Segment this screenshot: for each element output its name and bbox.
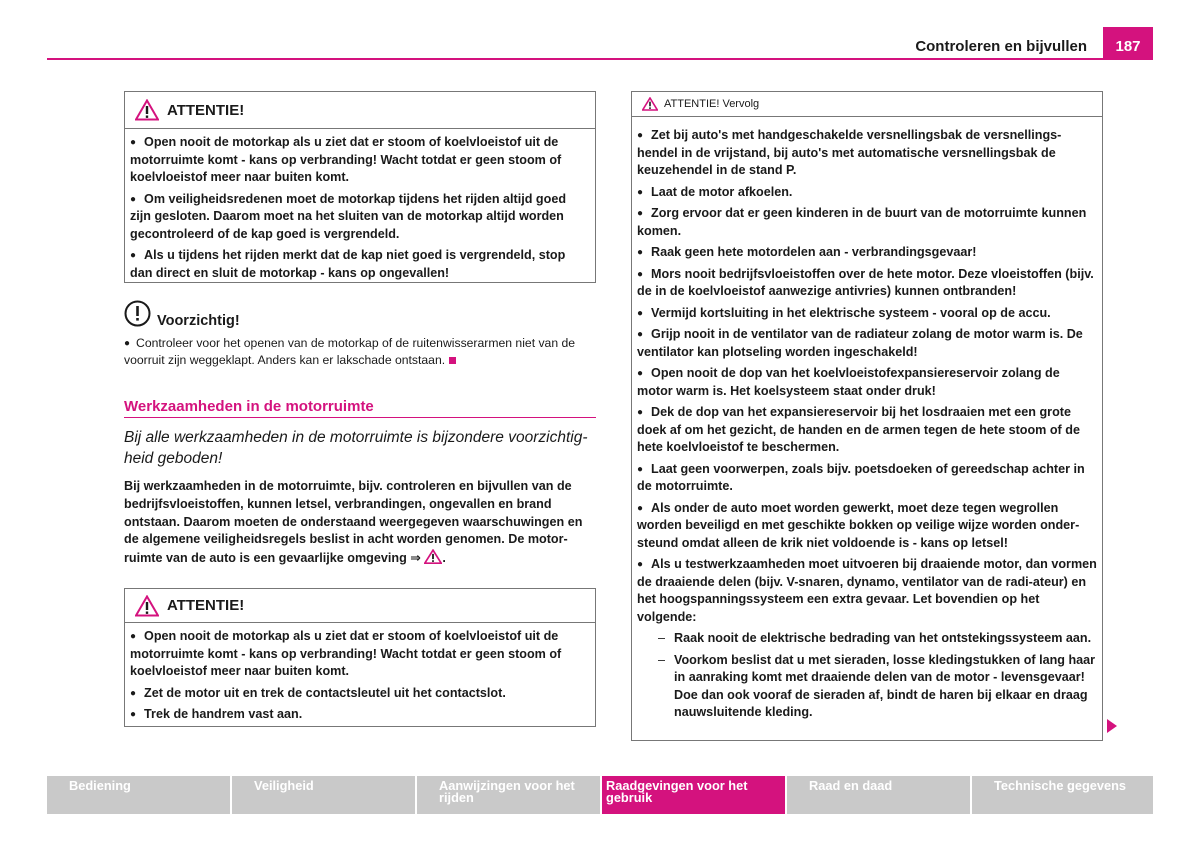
caution-note [124,300,596,369]
section-title: Werkzaamheden in de motorruimte [124,398,596,418]
attention-box-2-header [125,589,595,623]
bullet-item: ● Als u testwerkzaamheden moet uitvoeren bij draaiende motor, dan vormen de draaiende delen (bijv. V-snaren, dynamo, ventilator van de radi-ateur) en het hoogspanningssysteem een extra gevaar. Let bovendien op het volgende: [637,557,1097,624]
attention-box-continued [631,91,1103,741]
bullet-item: ● Open nooit de motorkap als u ziet dat er stoom of koelvloeistof uit de motorruimte komt - kans op verbranding! Wacht totdat er geen stoom of koelvloeistof meer naar buiten komt. [130,629,562,678]
section-intro: Bij alle werkzaamheden in de motorruimte is bijzondere voorzichtig-heid geboden! [124,429,588,467]
chapter-navigation [47,776,1153,814]
page-header-title: Controleren en bijvullen [915,38,1087,55]
bullet-item: ● Dek de dop van het expansiereservoir bij het losdraaien met een grote doek af om het gezicht, de handen en de armen tegen de hete stoom of de hete koelvloeistof te beschermen. [637,405,1080,454]
bullet-item: ● Zorg ervoor dat er geen kinderen in de buurt van de motorruimte kunnen komen. [637,206,1087,238]
bullet-item: ● Vermijd kortsluiting in het elektrische systeem - vooral op de accu. [637,305,1051,320]
warning-triangle-icon [424,549,442,564]
attention-label: ATTENTIE! [167,597,245,614]
nav-tab-veiligheid[interactable]: Veiligheid [232,776,415,814]
bullet-item: ● Als onder de auto moet worden gewerkt, moet deze tegen wegrollen worden beveiligd en met geschikte bokken op veilige wijze worden onder-steund omdat alleen de krik niet voldoende is - kans op letsel! [637,500,1080,550]
page-number: 187 [1103,27,1153,60]
bullet-item: ● Laat geen voorwerpen, zoals bijv. poetsdoeken of gereedschap achter in de motorruimte. [637,461,1085,493]
bullet-item: ● Raak geen hete motordelen aan - verbrandingsgevaar! [637,245,977,259]
attention-box-1 [124,91,596,283]
attention-box-1-header [125,92,595,129]
continue-arrow-icon [1107,719,1117,733]
bullet-item: ● Open nooit de motorkap als u ziet dat er stoom of koelvloeistof uit de motorruimte komt - kans op verbranding! Wacht totdat er geen stoom of koelvloeistof meer naar buiten komt. [130,135,562,184]
caution-label: Voorzichtig! [157,313,240,329]
warning-triangle-icon [135,99,159,121]
dash-item: – Voorkom beslist dat u met sieraden, losse kledingstukken of lang haar in aanraking komt met draaiende delen van de motor - levensgevaar! Doe dan ook vooraf de sieraden af, bindt de haren bij elkaar en draag nauwsluitende kleding. [658,652,1096,719]
attention-continued-label: ATTENTIE! Vervolg [664,98,760,110]
bullet-item: ● Trek de handrem vast aan. [130,707,303,721]
bullet-item: ● Zet de motor uit en trek de contactsleutel uit het contactslot. [130,685,506,700]
attention-box-2 [124,588,596,727]
end-of-section-mark [449,357,456,364]
dash-item: – Raak nooit de elektrische bedrading van het ontstekingssysteem aan. [658,631,1092,645]
nav-tab-raadgevingen[interactable]: Raadgevingen voor het gebruik [602,776,785,814]
warning-triangle-icon [135,595,159,617]
nav-tab-aanwijzingen[interactable]: Aanwijzingen voor het rijden [417,776,600,814]
bullet-item: ● Mors nooit bedrijfsvloeistoffen over de hete motor. Deze vloeistoffen (bijv. de in de koelvloeistof aanwezige antivries) kunnen ontbranden! [637,266,1094,298]
bullet-item: ● Grijp nooit in de ventilator van de radiateur zolang de motor warm is. De ventilator kan plotseling worden ingeschakeld! [637,327,1083,359]
nav-tab-raad-en-daad[interactable]: Raad en daad [787,776,970,814]
bullet-item: ● Om veiligheidsredenen moet de motorkap tijdens het rijden altijd goed zijn gesloten. Daarom moet na het sluiten van de motorkap altijd worden gecontroleerd of de kap goed is vergrendeld. [130,191,567,241]
caution-text: ● Controleer voor het openen van de motorkap of de ruitenwisserarmen niet van de voorruit zijn weggeklapt. Anders kan er lakschade ontstaan. [124,336,576,367]
attention-label: ATTENTIE! [167,101,245,119]
header-divider [47,58,1153,60]
exclamation-circle-icon [124,300,151,327]
nav-tab-bediening[interactable]: Bediening [47,776,230,814]
bullet-item: ● Open nooit de dop van het koelvloeistofexpansiereservoir zolang de motor warm is. Het koelsysteem staat onder druk! [637,366,1060,398]
bullet-item: ● Laat de motor afkoelen. [637,184,793,199]
section-paragraph: Bij werkzaamheden in de motorruimte, bijv. controleren en bijvullen van de bedrijfsvloeistoffen, kunnen letsel, verbrandingen, ongevallen en brand ontstaan. Daarom moeten de onderstaand weergegeven waarschuwingen en de algemene veiligheidsregels beslist in acht worden genomen. De motor-ruimte van de auto is een gevaarlijke omgeving ⇒ . [124,479,583,566]
bullet-item: ● Zet bij auto's met handgeschakelde versnellingsbak de versnellings-hendel in de vrijstand, bij auto's met automatische versnellingsbak de keuzehendel in de stand P. [637,128,1062,177]
warning-triangle-icon [642,97,658,111]
attention-box-continued-header [632,92,1102,117]
nav-tab-technische-gegevens[interactable]: Technische gegevens [972,776,1153,814]
bullet-item: ● Als u tijdens het rijden merkt dat de kap niet goed is vergrendeld, stop dan direct en sluit de motorkap - kans op ongevallen! [130,248,566,280]
